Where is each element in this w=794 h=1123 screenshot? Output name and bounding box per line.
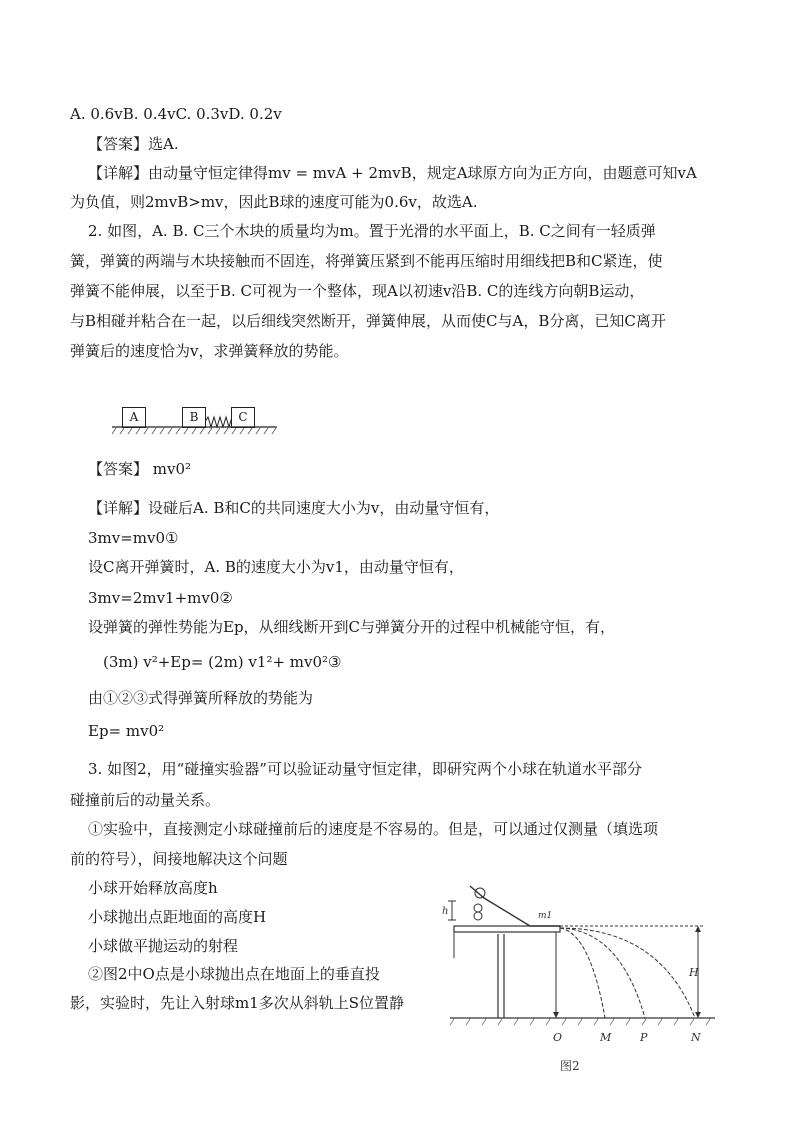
label-big-h: H bbox=[689, 966, 699, 979]
collision-apparatus-figure bbox=[440, 878, 740, 1078]
q3-stem-line: 影，实验时，先让入射球m1多次从斜轨上S位置静 bbox=[70, 994, 405, 1012]
block-b: B bbox=[182, 407, 206, 428]
q2-detail-line: (3m) v²+Ep= (2m) v1²+ mv0²③ bbox=[103, 653, 342, 671]
q2-detail-line: 【详解】设碰后A. B和C的共同速度大小为v，由动量守恒有， bbox=[88, 499, 500, 517]
label-n: N bbox=[691, 1031, 701, 1044]
q3-stem-line: 前的符号），间接地解决这个问题 bbox=[70, 850, 288, 868]
q1-detail-2: 为负值，则2mvB>mv，因此B球的速度可能为0.6v，故选A. bbox=[70, 193, 478, 211]
q1-answer: 【答案】选A. bbox=[88, 135, 179, 153]
q2-stem-line: 簧，弹簧的两端与木块接触而不固连，将弹簧压紧到不能再压缩时用细线把B和C紧连，使 bbox=[70, 252, 663, 270]
ground-surface bbox=[112, 426, 277, 436]
block-a: A bbox=[122, 407, 146, 428]
q2-stem-line: 弹簧后的速度恰为v，求弹簧释放的势能。 bbox=[70, 342, 349, 360]
block-c: C bbox=[231, 407, 255, 428]
q2-stem-line: 2. 如图，A. B. C三个木块的质量均为m。置于光滑的水平面上，B. C之间有一轻质弹 bbox=[88, 222, 656, 240]
blocks-figure bbox=[112, 405, 277, 435]
label-h: h bbox=[442, 906, 449, 917]
label-m1: m1 bbox=[538, 911, 553, 921]
q2-detail-line: 由①②③式得弹簧所释放的势能为 bbox=[88, 689, 314, 707]
q2-answer: 【答案】 mv0² bbox=[88, 460, 192, 478]
q1-options: A. 0.6vB. 0.4vC. 0.3vD. 0.2v bbox=[70, 105, 282, 123]
q2-detail-line: 3mv=mv0① bbox=[88, 529, 179, 547]
q3-option-range: 小球做平抛运动的射程 bbox=[88, 937, 239, 955]
q3-stem-line: ①实验中，直接测定小球碰撞前后的速度是不容易的。但是，可以通过仅测量（填选项 bbox=[88, 820, 659, 838]
q3-stem-line: ②图2中O点是小球抛出点在地面上的垂直投 bbox=[88, 965, 380, 983]
q2-detail-line: Ep= mv0² bbox=[88, 722, 165, 740]
q3-stem-line: 3. 如图2，用“碰撞实验器”可以验证动量守恒定律，即研究两个小球在轨道水平部分 bbox=[88, 760, 642, 778]
q3-option-big-h: 小球抛出点距地面的高度H bbox=[88, 908, 267, 926]
q3-option-h: 小球开始释放高度h bbox=[88, 879, 218, 897]
label-m: M bbox=[600, 1031, 612, 1044]
q1-detail-1: 【详解】由动量守恒定律得mv = mvA + 2mvB，规定A球原方向为正方向，由题意可知vA bbox=[88, 164, 697, 182]
label-p: P bbox=[640, 1031, 648, 1044]
q2-detail-line: 设C离开弹簧时，A. B的速度大小为v1，由动量守恒有， bbox=[88, 558, 464, 576]
label-o: O bbox=[553, 1031, 563, 1044]
q3-stem-line: 碰撞前后的动量关系。 bbox=[70, 791, 221, 809]
figure-caption: 图2 bbox=[560, 1059, 580, 1073]
q2-detail-line: 3mv=2mv1+mv0② bbox=[88, 589, 233, 607]
q2-detail-line: 设弹簧的弹性势能为Ep，从细线断开到C与弹簧分开的过程中机械能守恒，有， bbox=[88, 618, 616, 636]
q2-stem-line: 弹簧不能伸展，以至于B. C可视为一个整体，现A以初速v沿B. C的连线方向朝B运动， bbox=[70, 282, 645, 300]
q2-stem-line: 与B相碰并粘合在一起，以后细线突然断开，弹簧伸展，从而使C与A，B分离，已知C离开 bbox=[70, 312, 666, 330]
